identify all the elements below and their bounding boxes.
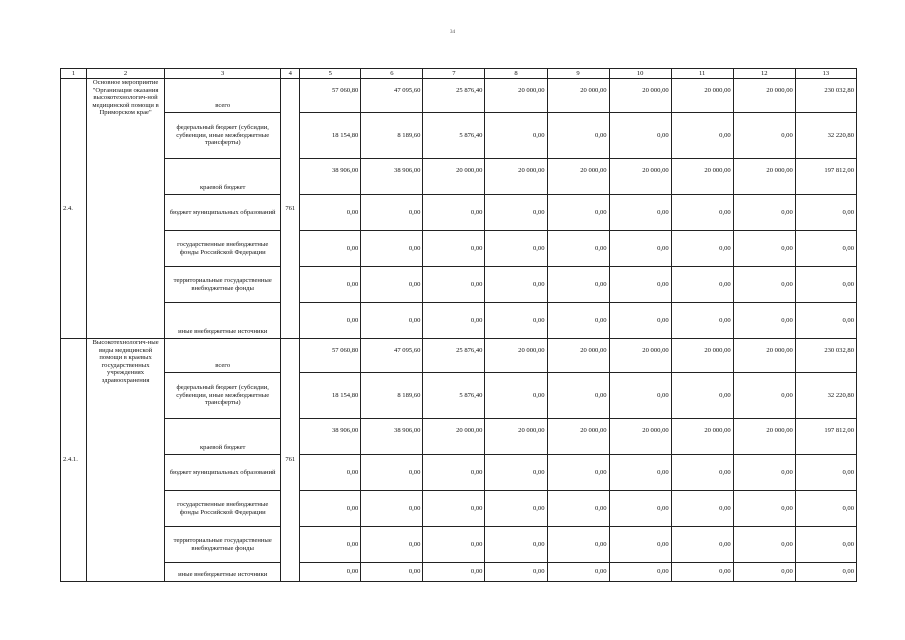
column-number: 6 bbox=[361, 69, 423, 79]
column-number: 3 bbox=[165, 69, 281, 79]
amount-cell: 20 000,00 bbox=[547, 79, 609, 113]
admin-code: 761 bbox=[281, 79, 300, 339]
amount-cell: 8 189,60 bbox=[361, 113, 423, 159]
amount-cell: 0,00 bbox=[795, 563, 856, 582]
amount-cell: 0,00 bbox=[485, 113, 547, 159]
amount-cell: 18 154,80 bbox=[300, 113, 361, 159]
amount-cell: 0,00 bbox=[547, 303, 609, 339]
column-number: 10 bbox=[609, 69, 671, 79]
amount-cell: 18 154,80 bbox=[300, 373, 361, 419]
amount-cell: 0,00 bbox=[485, 455, 547, 491]
amount-cell: 0,00 bbox=[485, 195, 547, 231]
amount-cell: 0,00 bbox=[547, 373, 609, 419]
amount-cell: 47 095,60 bbox=[361, 339, 423, 373]
amount-cell: 0,00 bbox=[609, 267, 671, 303]
amount-cell: 0,00 bbox=[733, 455, 795, 491]
funding-source: иные внебюджетные источники bbox=[165, 303, 281, 339]
amount-cell: 0,00 bbox=[300, 195, 361, 231]
funding-source: государственные внебюджетные фонды Российской Федерации bbox=[165, 491, 281, 527]
amount-cell: 20 000,00 bbox=[485, 339, 547, 373]
amount-cell: 0,00 bbox=[733, 563, 795, 582]
amount-cell: 0,00 bbox=[485, 373, 547, 419]
amount-cell: 0,00 bbox=[485, 563, 547, 582]
amount-cell: 0,00 bbox=[671, 373, 733, 419]
amount-cell: 0,00 bbox=[300, 491, 361, 527]
table-row bbox=[61, 303, 857, 339]
amount-cell: 0,00 bbox=[300, 455, 361, 491]
amount-cell: 20 000,00 bbox=[609, 419, 671, 455]
table-row bbox=[61, 419, 857, 455]
amount-cell: 0,00 bbox=[423, 195, 485, 231]
amount-cell: 0,00 bbox=[609, 455, 671, 491]
amount-cell: 20 000,00 bbox=[547, 339, 609, 373]
amount-cell: 0,00 bbox=[485, 267, 547, 303]
amount-cell: 0,00 bbox=[671, 563, 733, 582]
amount-cell: 0,00 bbox=[733, 113, 795, 159]
amount-cell: 0,00 bbox=[609, 491, 671, 527]
table-row bbox=[61, 373, 857, 419]
amount-cell: 0,00 bbox=[423, 267, 485, 303]
column-number: 7 bbox=[423, 69, 485, 79]
amount-cell: 0,00 bbox=[609, 195, 671, 231]
section-code: 2.4.1. bbox=[61, 339, 87, 582]
amount-cell: 57 060,80 bbox=[300, 339, 361, 373]
amount-cell: 0,00 bbox=[300, 231, 361, 267]
amount-cell: 197 812,00 bbox=[795, 419, 856, 455]
amount-cell: 0,00 bbox=[547, 113, 609, 159]
funding-source: бюджет муниципальных образований bbox=[165, 455, 281, 491]
section-name: Основное мероприятие "Организация оказания высокотехнологич-ной медицинской помощи в Приморском крае" bbox=[87, 79, 165, 339]
column-number: 5 bbox=[300, 69, 361, 79]
amount-cell: 0,00 bbox=[361, 231, 423, 267]
table-row bbox=[61, 527, 857, 563]
funding-source: иные внебюджетные источники bbox=[165, 563, 281, 582]
amount-cell: 0,00 bbox=[361, 267, 423, 303]
section-name: Высокотехнологич-ные виды медицинской помощи в краевых государственных учреждениях здравоохранения bbox=[87, 339, 165, 582]
page-number: 34 bbox=[450, 30, 455, 35]
amount-cell: 0,00 bbox=[547, 267, 609, 303]
column-number: 2 bbox=[87, 69, 165, 79]
amount-cell: 0,00 bbox=[795, 303, 856, 339]
amount-cell: 0,00 bbox=[361, 455, 423, 491]
budget-table bbox=[60, 68, 857, 582]
amount-cell: 38 906,00 bbox=[300, 419, 361, 455]
amount-cell: 0,00 bbox=[361, 195, 423, 231]
amount-cell: 0,00 bbox=[795, 231, 856, 267]
amount-cell: 0,00 bbox=[485, 303, 547, 339]
amount-cell: 0,00 bbox=[423, 231, 485, 267]
amount-cell: 0,00 bbox=[361, 563, 423, 582]
amount-cell: 20 000,00 bbox=[423, 419, 485, 455]
amount-cell: 20 000,00 bbox=[733, 79, 795, 113]
amount-cell: 38 906,00 bbox=[361, 419, 423, 455]
amount-cell: 0,00 bbox=[609, 563, 671, 582]
amount-cell: 0,00 bbox=[671, 303, 733, 339]
amount-cell: 0,00 bbox=[423, 455, 485, 491]
amount-cell: 0,00 bbox=[300, 303, 361, 339]
amount-cell: 0,00 bbox=[733, 527, 795, 563]
amount-cell: 0,00 bbox=[547, 527, 609, 563]
amount-cell: 0,00 bbox=[609, 113, 671, 159]
amount-cell: 20 000,00 bbox=[671, 419, 733, 455]
amount-cell: 0,00 bbox=[361, 303, 423, 339]
amount-cell: 0,00 bbox=[733, 373, 795, 419]
table-row bbox=[61, 339, 857, 373]
table-row bbox=[61, 231, 857, 267]
column-number: 1 bbox=[61, 69, 87, 79]
amount-cell: 0,00 bbox=[733, 267, 795, 303]
amount-cell: 0,00 bbox=[485, 491, 547, 527]
amount-cell: 0,00 bbox=[423, 303, 485, 339]
table-row bbox=[61, 491, 857, 527]
amount-cell: 20 000,00 bbox=[733, 339, 795, 373]
amount-cell: 230 032,80 bbox=[795, 339, 856, 373]
column-number: 11 bbox=[671, 69, 733, 79]
table-row bbox=[61, 79, 857, 113]
section-code: 2.4. bbox=[61, 79, 87, 339]
funding-source: территориальные государственные внебюджетные фонды bbox=[165, 267, 281, 303]
amount-cell: 0,00 bbox=[485, 527, 547, 563]
amount-cell: 8 189,60 bbox=[361, 373, 423, 419]
amount-cell: 0,00 bbox=[423, 527, 485, 563]
amount-cell: 0,00 bbox=[547, 195, 609, 231]
amount-cell: 0,00 bbox=[733, 303, 795, 339]
amount-cell: 0,00 bbox=[485, 231, 547, 267]
amount-cell: 0,00 bbox=[733, 491, 795, 527]
amount-cell: 0,00 bbox=[300, 267, 361, 303]
table-row bbox=[61, 113, 857, 159]
amount-cell: 0,00 bbox=[361, 527, 423, 563]
amount-cell: 20 000,00 bbox=[547, 159, 609, 195]
amount-cell: 0,00 bbox=[671, 113, 733, 159]
column-number-row bbox=[61, 69, 857, 79]
funding-source: краевой бюджет bbox=[165, 419, 281, 455]
amount-cell: 20 000,00 bbox=[423, 159, 485, 195]
amount-cell: 20 000,00 bbox=[485, 419, 547, 455]
amount-cell: 20 000,00 bbox=[609, 79, 671, 113]
amount-cell: 32 220,80 bbox=[795, 113, 856, 159]
amount-cell: 20 000,00 bbox=[733, 419, 795, 455]
column-number: 13 bbox=[795, 69, 856, 79]
amount-cell: 0,00 bbox=[795, 267, 856, 303]
amount-cell: 0,00 bbox=[609, 303, 671, 339]
amount-cell: 57 060,80 bbox=[300, 79, 361, 113]
amount-cell: 0,00 bbox=[671, 491, 733, 527]
amount-cell: 20 000,00 bbox=[609, 339, 671, 373]
amount-cell: 25 876,40 bbox=[423, 339, 485, 373]
amount-cell: 0,00 bbox=[423, 563, 485, 582]
amount-cell: 0,00 bbox=[671, 195, 733, 231]
amount-cell: 0,00 bbox=[547, 491, 609, 527]
funding-source: территориальные государственные внебюджетные фонды bbox=[165, 527, 281, 563]
amount-cell: 0,00 bbox=[361, 491, 423, 527]
amount-cell: 20 000,00 bbox=[609, 159, 671, 195]
amount-cell: 0,00 bbox=[609, 527, 671, 563]
amount-cell: 0,00 bbox=[423, 491, 485, 527]
table-row bbox=[61, 195, 857, 231]
amount-cell: 0,00 bbox=[300, 527, 361, 563]
amount-cell: 5 876,40 bbox=[423, 113, 485, 159]
amount-cell: 0,00 bbox=[547, 231, 609, 267]
column-number: 8 bbox=[485, 69, 547, 79]
funding-source: всего bbox=[165, 339, 281, 373]
admin-code: 761 bbox=[281, 339, 300, 582]
amount-cell: 0,00 bbox=[609, 231, 671, 267]
amount-cell: 20 000,00 bbox=[671, 339, 733, 373]
amount-cell: 32 220,80 bbox=[795, 373, 856, 419]
amount-cell: 20 000,00 bbox=[485, 79, 547, 113]
amount-cell: 20 000,00 bbox=[671, 79, 733, 113]
amount-cell: 0,00 bbox=[733, 231, 795, 267]
table-row bbox=[61, 159, 857, 195]
amount-cell: 38 906,00 bbox=[300, 159, 361, 195]
column-number: 12 bbox=[733, 69, 795, 79]
funding-source: федеральный бюджет (субсидии, субвенции, иные межбюджетные трансферты) bbox=[165, 113, 281, 159]
amount-cell: 25 876,40 bbox=[423, 79, 485, 113]
amount-cell: 0,00 bbox=[671, 527, 733, 563]
amount-cell: 20 000,00 bbox=[733, 159, 795, 195]
amount-cell: 20 000,00 bbox=[671, 159, 733, 195]
amount-cell: 0,00 bbox=[547, 563, 609, 582]
amount-cell: 0,00 bbox=[795, 195, 856, 231]
funding-source: бюджет муниципальных образований bbox=[165, 195, 281, 231]
table-row bbox=[61, 563, 857, 582]
funding-source: краевой бюджет bbox=[165, 159, 281, 195]
amount-cell: 230 032,80 bbox=[795, 79, 856, 113]
amount-cell: 0,00 bbox=[300, 563, 361, 582]
amount-cell: 0,00 bbox=[547, 455, 609, 491]
table-row bbox=[61, 455, 857, 491]
amount-cell: 197 812,00 bbox=[795, 159, 856, 195]
table-row bbox=[61, 267, 857, 303]
amount-cell: 38 906,00 bbox=[361, 159, 423, 195]
column-number: 9 bbox=[547, 69, 609, 79]
funding-source: федеральный бюджет (субсидии, субвенции, иные межбюджетные трансферты) bbox=[165, 373, 281, 419]
amount-cell: 47 095,60 bbox=[361, 79, 423, 113]
funding-source: всего bbox=[165, 79, 281, 113]
amount-cell: 0,00 bbox=[795, 455, 856, 491]
amount-cell: 0,00 bbox=[733, 195, 795, 231]
amount-cell: 20 000,00 bbox=[485, 159, 547, 195]
amount-cell: 20 000,00 bbox=[547, 419, 609, 455]
column-number: 4 bbox=[281, 69, 300, 79]
amount-cell: 0,00 bbox=[671, 231, 733, 267]
amount-cell: 0,00 bbox=[671, 267, 733, 303]
amount-cell: 0,00 bbox=[795, 527, 856, 563]
amount-cell: 0,00 bbox=[671, 455, 733, 491]
amount-cell: 5 876,40 bbox=[423, 373, 485, 419]
funding-source: государственные внебюджетные фонды Российской Федерации bbox=[165, 231, 281, 267]
amount-cell: 0,00 bbox=[795, 491, 856, 527]
amount-cell: 0,00 bbox=[609, 373, 671, 419]
